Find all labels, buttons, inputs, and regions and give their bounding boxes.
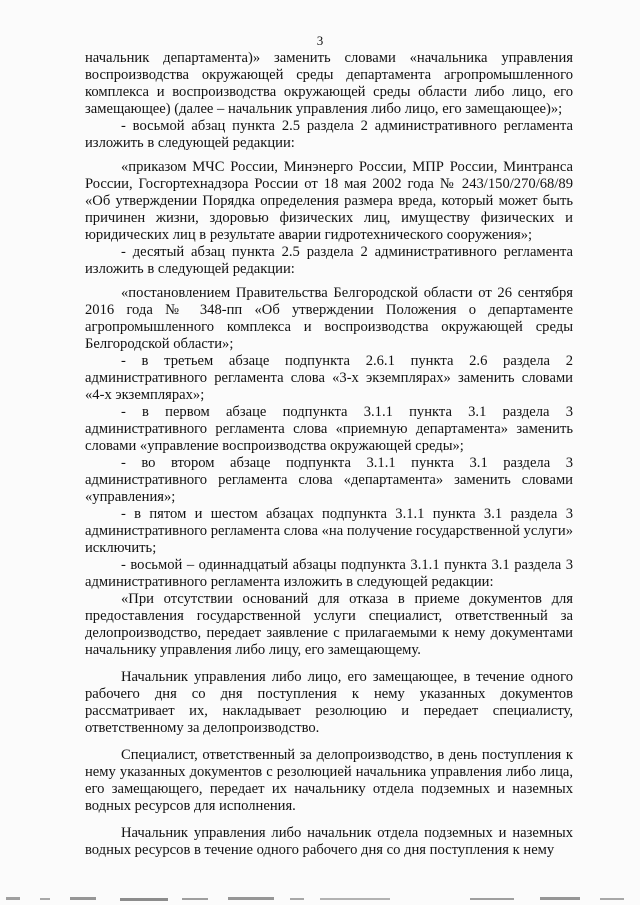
page-number: 3 [316, 33, 324, 48]
paragraph: начальник департамента)» заменить словами «начальника управления воспроизводства окружающей среды департамента агропромышленного комплекса и воспроизводства окружающей среды области либо лицо, его замещающее) (далее – начальник управления либо лицо, его замещающее)»; [85, 50, 573, 117]
document-body [85, 50, 573, 859]
paragraph: «приказом МЧС России, Минэнерго России, МПР России, Минтранса России, Госгортехнадзора России от 18 мая 2002 года № 243/150/270/68/89 «Об утверждении Порядка определения размера вреда, который может быть причинен жизни, здоровью физических лиц, имуществу физических и юридических лиц в результате аварии гидротехнического сооружения»; [85, 159, 573, 243]
paragraph: Начальник управления либо начальник отдела подземных и наземных водных ресурсов в течение одного рабочего дня со дня поступления к нему [85, 825, 573, 858]
paragraph: - в третьем абзаце подпункта 2.6.1 пункта 2.6 раздела 2 административного регламента слова «3-х экземплярах» заменить словами «4-х экземплярах»; [85, 353, 573, 403]
paragraph: Начальник управления либо лицо, его замещающее, в течение одного рабочего дня со дня поступления к нему указанных документов рассматривает их, накладывает резолюцию и передает специалисту, ответственному за делопроизводство. [85, 669, 573, 736]
paragraph: Специалист, ответственный за делопроизводство, в день поступления к нему указанных документов с резолюцией начальника управления либо лица, его замещающего, передает их начальнику отдела подземных и наземных водных ресурсов для исполнения. [85, 747, 573, 814]
paragraph: - восьмой абзац пункта 2.5 раздела 2 административного регламента изложить в следующей редакции: [85, 118, 573, 151]
paragraph: - десятый абзац пункта 2.5 раздела 2 административного регламента изложить в следующей редакции: [85, 244, 573, 277]
paragraph: - в первом абзаце подпункта 3.1.1 пункта 3.1 раздела 3 административного регламента слова «приемную департамента» заменить словами «управление воспроизводства окружающей среды»; [85, 404, 573, 454]
paragraph: «постановлением Правительства Белгородской области от 26 сентября 2016 года № 348-пп «Об утверждении Положения о департаменте агропромышленного комплекса и воспроизводства окружающей среды Белгородской области»; [85, 285, 573, 352]
scan-edge-artifact [0, 893, 640, 905]
paragraph: - восьмой – одиннадцатый абзацы подпункта 3.1.1 пункта 3.1 раздела 3 административного регламента изложить в следующей редакции: [85, 557, 573, 590]
paragraph: - в пятом и шестом абзацах подпункта 3.1.1 пункта 3.1 раздела 3 административного регламента слова «на получение государственной услуги» исключить; [85, 506, 574, 556]
paragraph: «При отсутствии оснований для отказа в приеме документов для предоставления государственной услуги специалист, ответственный за делопроизводство, передает заявление с прилагаемыми к нему документами начальнику управления либо лицу, его замещающему. [85, 591, 573, 658]
paragraph: - во втором абзаце подпункта 3.1.1 пункта 3.1 раздела 3 административного регламента слова «департамента» заменить словами «управления»; [85, 455, 573, 505]
